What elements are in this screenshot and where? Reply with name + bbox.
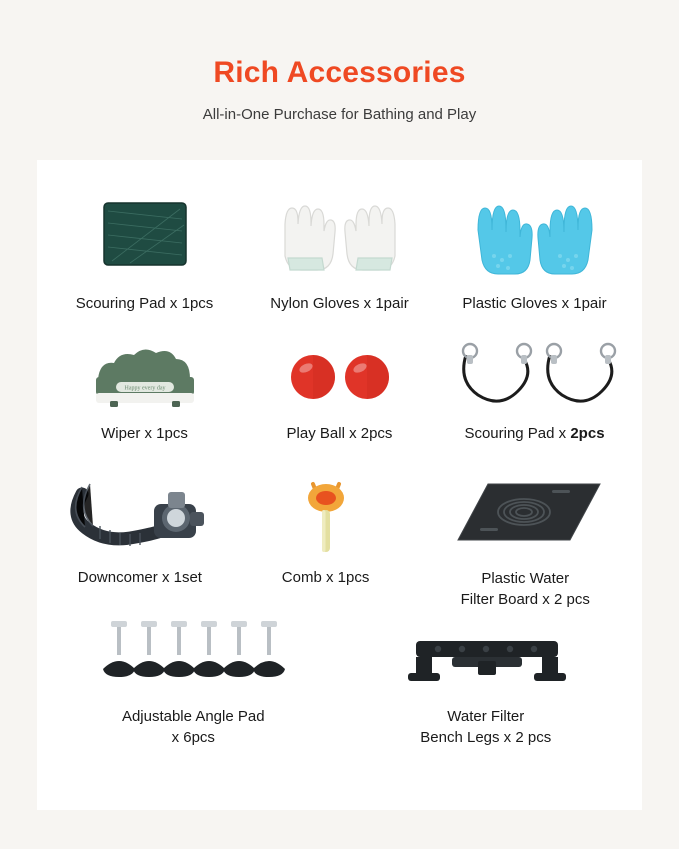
item-caption-line1: Plastic Water: [481, 570, 570, 587]
item-caption: Downcomer x 1set: [77, 569, 202, 586]
accessories-row: [47, 184, 632, 340]
item-downcomer: [47, 470, 233, 588]
page-title: Rich Accessories: [213, 56, 466, 89]
item-caption: [420, 706, 551, 748]
item-adjustable-angle-pad: [47, 618, 340, 748]
page-header: [0, 0, 679, 123]
item-caption: Scouring Pad x 1pcs: [75, 295, 214, 312]
item-caption: [461, 568, 590, 610]
item-wiper: [47, 340, 242, 444]
accessories-card: [37, 160, 642, 810]
page-subtitle: All-in-One Purchase for Bathing and Play: [202, 106, 477, 123]
item-caption-line2: x 6pcs: [171, 729, 215, 746]
item-caption-pre: Scouring Pad x: [464, 425, 571, 442]
item-caption: Comb x 1pcs: [281, 569, 370, 586]
item-caption: [122, 706, 265, 748]
wiper-icon: [80, 340, 210, 414]
item-caption-line2: Filter Board x 2 pcs: [460, 591, 590, 608]
bench-legs-icon: [386, 618, 586, 696]
accessories-row: [47, 618, 632, 768]
nylon-gloves-icon: [265, 184, 415, 284]
scouring-pad-icon: [90, 184, 200, 284]
item-play-ball: [242, 340, 437, 444]
item-comb: [233, 470, 419, 588]
item-scouring-pad-rope: [437, 340, 632, 444]
item-caption-qty: 2pcs: [570, 425, 605, 442]
item-caption: Plastic Gloves x 1pair: [462, 295, 607, 312]
item-scouring-pad: [47, 184, 242, 314]
play-ball-icon: [275, 340, 405, 414]
item-plastic-water-filter-board: [418, 470, 632, 610]
wiper-text: Happy every day: [124, 385, 165, 392]
item-nylon-gloves: [242, 184, 437, 314]
item-plastic-gloves: [437, 184, 632, 314]
item-caption-line1: Water Filter: [447, 708, 525, 725]
angle-pad-icon: [83, 618, 303, 696]
rope-hook-icon: [450, 340, 620, 414]
item-water-filter-bench-legs: [340, 618, 633, 748]
filter-board-icon: [440, 470, 610, 558]
item-caption: Play Ball x 2pcs: [286, 425, 393, 442]
item-caption-line2: Bench Legs x 2 pcs: [420, 729, 552, 746]
accessories-row: [47, 470, 632, 618]
item-caption-line1: Adjustable Angle Pad: [121, 708, 265, 725]
accessories-row: [47, 340, 632, 470]
downcomer-icon: [60, 470, 220, 558]
comb-icon: [281, 470, 371, 558]
item-caption: Nylon Gloves x 1pair: [270, 295, 409, 312]
item-caption: [464, 424, 604, 444]
accessories-grid: [37, 160, 642, 768]
plastic-gloves-icon: [460, 184, 610, 284]
item-caption: Wiper x 1pcs: [101, 425, 188, 442]
